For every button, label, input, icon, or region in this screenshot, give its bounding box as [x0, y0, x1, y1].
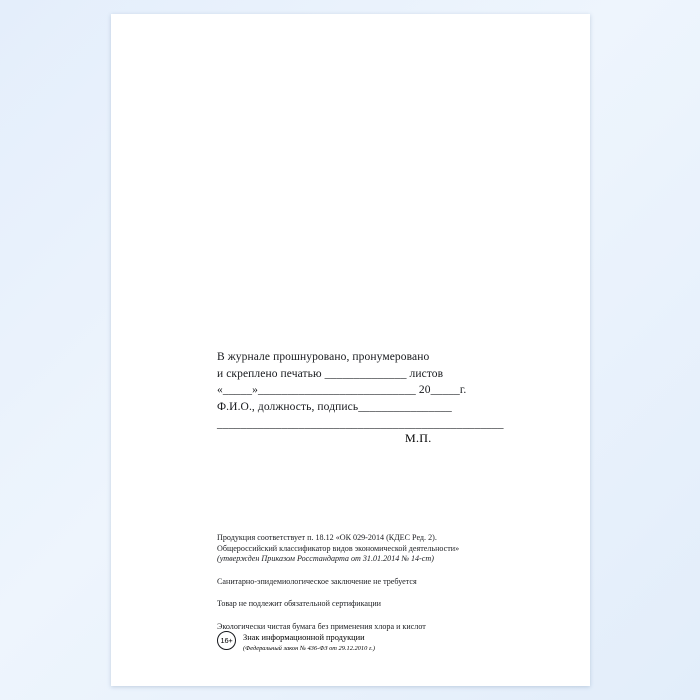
legal-okved-line-3: (утвержден Приказом Росстандарта от 31.01.2014 № 14-ст): [217, 554, 434, 563]
legal-paragraph-okved: [217, 533, 557, 565]
document-page: [111, 14, 590, 686]
age-rating-badge-icon: 16+: [217, 631, 236, 650]
legal-notices-block: [217, 533, 557, 645]
age-rating-row: [217, 631, 557, 653]
cert-line-3: «_____»___________________________ 20_____г.: [217, 384, 467, 396]
legal-paragraph-sanitary: Санитарно-эпидемиологическое заключение не требуется: [217, 576, 417, 586]
age-rating-title: Знак информационной продукции: [243, 633, 365, 642]
age-rating-text: [243, 631, 375, 653]
legal-okved-line-2: Общероссийский классификатор видов экономической деятельности»: [217, 543, 460, 553]
cert-line-2: и скреплено печатью ______________ листов: [217, 367, 444, 380]
legal-okved-line-1: Продукция соответствует п. 18.12 «ОК 029-2014 (КДЕС Ред. 2).: [217, 533, 437, 542]
certification-block: [217, 349, 547, 433]
cert-line-5: _________________________________________________: [217, 418, 504, 430]
stamp-place-label: М.П.: [405, 431, 432, 445]
cert-line-1: В журнале прошнуровано, пронумеровано: [217, 351, 430, 363]
age-rating-law-note: (Федеральный закон № 436-ФЗ от 29.12.2010 г.): [243, 644, 376, 652]
legal-paragraph-eco-paper: Экологически чистая бумага без применения хлора и кислот: [217, 621, 426, 631]
legal-paragraph-certification: Товар не подлежит обязательной сертификации: [217, 599, 382, 608]
cert-line-4: Ф.И.О., должность, подпись________________: [217, 400, 452, 413]
